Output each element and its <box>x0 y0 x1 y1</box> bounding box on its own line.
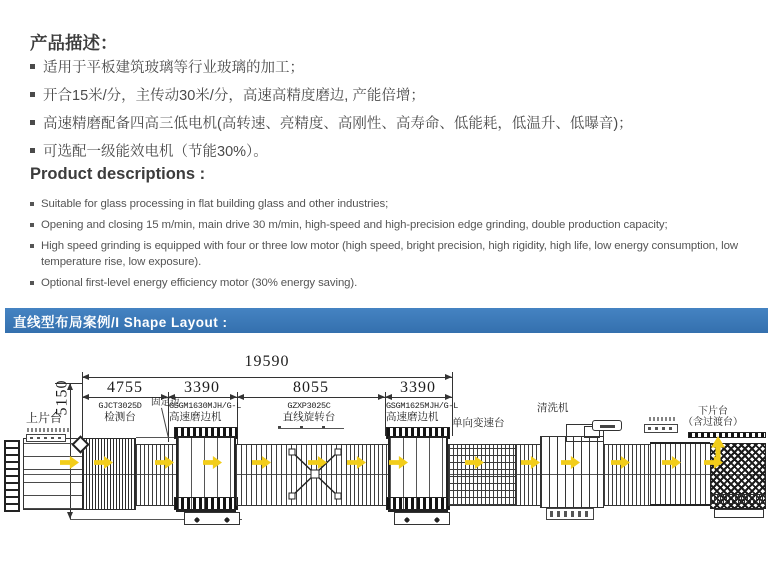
unloading-subframe <box>714 509 764 518</box>
list-item <box>30 56 760 84</box>
bullet-square-icon <box>30 64 35 69</box>
speed-change-table-label: 单向变速台 <box>452 417 505 429</box>
grinder2-name-label: 高速磨边机 <box>386 411 439 423</box>
list-item <box>30 84 760 112</box>
unloading-table-note-label: （含过渡台） <box>683 417 743 428</box>
rotary-cross-icon <box>288 448 342 500</box>
dimension-total-label: 19590 <box>244 353 290 370</box>
speed-change-table-machine <box>448 444 516 506</box>
list-item <box>30 217 768 233</box>
conveyor-rail <box>136 437 176 438</box>
grinder1-subframe <box>184 512 240 525</box>
bullet-text: Suitable for glass processing in flat building glass and other industries; <box>41 198 389 210</box>
glass-rack <box>4 440 20 512</box>
dimension-segment-label: 4755 <box>107 379 143 396</box>
product-bullet-list-en <box>30 196 768 296</box>
washer-label: 清洗机 <box>537 402 569 414</box>
washer-legs-detail <box>550 511 590 517</box>
dimension-segment-label: 3390 <box>400 379 436 396</box>
grinder1-motor-cluster <box>174 497 238 510</box>
grinder1-name-label: 高速磨边机 <box>169 411 222 423</box>
loading-table-label: 上片台 <box>26 411 63 425</box>
small-control-box-detail <box>600 425 615 428</box>
grinder2-model-label: GSGM1625MJH/G-L <box>386 401 459 411</box>
dimension-line-total <box>82 377 452 378</box>
bullet-square-icon <box>30 120 35 125</box>
bullet-text: 开合15米/分，主传动30米/分，高速高精度磨边, 产能倍增； <box>43 88 425 104</box>
rotary-model-label: GZXP3025C <box>287 401 331 411</box>
bullet-square-icon <box>30 281 34 285</box>
unloading-roller-strip <box>710 494 766 504</box>
conveyor-section <box>136 444 176 506</box>
inspection-table-machine <box>82 438 136 510</box>
list-item <box>30 238 768 270</box>
small-label-box <box>26 434 66 442</box>
dimension-segment-label: 8055 <box>293 379 329 396</box>
small-control-box <box>592 420 622 431</box>
dimension-height-label: 5150 <box>53 379 71 416</box>
grinder2-motor-cluster <box>386 497 450 510</box>
bullet-text: 高速精磨配备四高三低电机(高转速、亮精度、高刚性、高寿命、低能耗，低温升、低曝音)； <box>43 116 633 132</box>
bullet-square-icon <box>30 202 34 206</box>
inspection-name-label: 检测台 <box>104 411 136 423</box>
dimension-segment-label: 3390 <box>184 379 220 396</box>
section-banner <box>5 308 768 333</box>
conveyor-section <box>516 444 540 506</box>
fixed-edge-label: 固定边 <box>151 397 180 408</box>
small-label-illegible <box>649 417 675 421</box>
small-label-box <box>644 424 678 433</box>
section-banner-label: 直线型布局案例/I Shape Layout : <box>13 314 228 330</box>
list-item <box>30 140 760 168</box>
rotary-name-label: 直线旋转台 <box>282 411 336 423</box>
dimension-line-segments <box>82 397 452 398</box>
rotary-bracket <box>278 426 344 429</box>
bullet-square-icon <box>30 223 34 227</box>
grinder1-model-label: GSGM1630MJH/G-L <box>169 401 242 411</box>
bullet-square-icon <box>30 148 35 153</box>
list-item <box>30 112 760 140</box>
product-heading-en: Product descriptions : <box>30 165 206 183</box>
small-label-box-detail <box>30 437 62 439</box>
dim-arrow <box>67 512 73 519</box>
transition-conveyor <box>650 442 710 506</box>
bullet-text: 适用于平板建筑玻璃等行业玻璃的加工； <box>43 60 304 76</box>
product-bullet-list-cn <box>30 56 760 168</box>
small-label-illegible <box>27 428 69 432</box>
bullet-square-icon <box>30 92 35 97</box>
list-item <box>30 275 768 291</box>
conveyor-section <box>346 444 388 506</box>
bullet-square-icon <box>30 244 34 248</box>
inspection-model-label: GJCT3025D <box>98 401 142 411</box>
product-heading-cn: 产品描述： <box>30 33 118 53</box>
layout-diagram <box>0 340 768 564</box>
washer-legs <box>546 508 594 520</box>
small-label-box-detail <box>648 427 674 430</box>
bullet-text: High speed grinding is equipped with four or three low motor (high speed, bright precision, high rigidity, high life, low energy consumption, low temperature rise, low exposure). <box>41 240 738 268</box>
bullet-text: Opening and closing 15 m/min, main drive 30 m/min, high-speed and high-precision edge grinding, double production capacity; <box>41 219 668 231</box>
list-item <box>30 196 768 212</box>
grinder2-subframe <box>394 512 450 525</box>
unloading-table-label: 下片台 <box>698 406 728 417</box>
conveyor-section <box>604 444 650 506</box>
bullet-text: Optional first-level energy efficiency motor (30% energy saving). <box>41 277 358 289</box>
unloading-frame-bar <box>688 432 766 438</box>
washing-machine <box>540 436 604 508</box>
bullet-text: 可选配一级能效电机（节能30%）。 <box>43 144 268 160</box>
